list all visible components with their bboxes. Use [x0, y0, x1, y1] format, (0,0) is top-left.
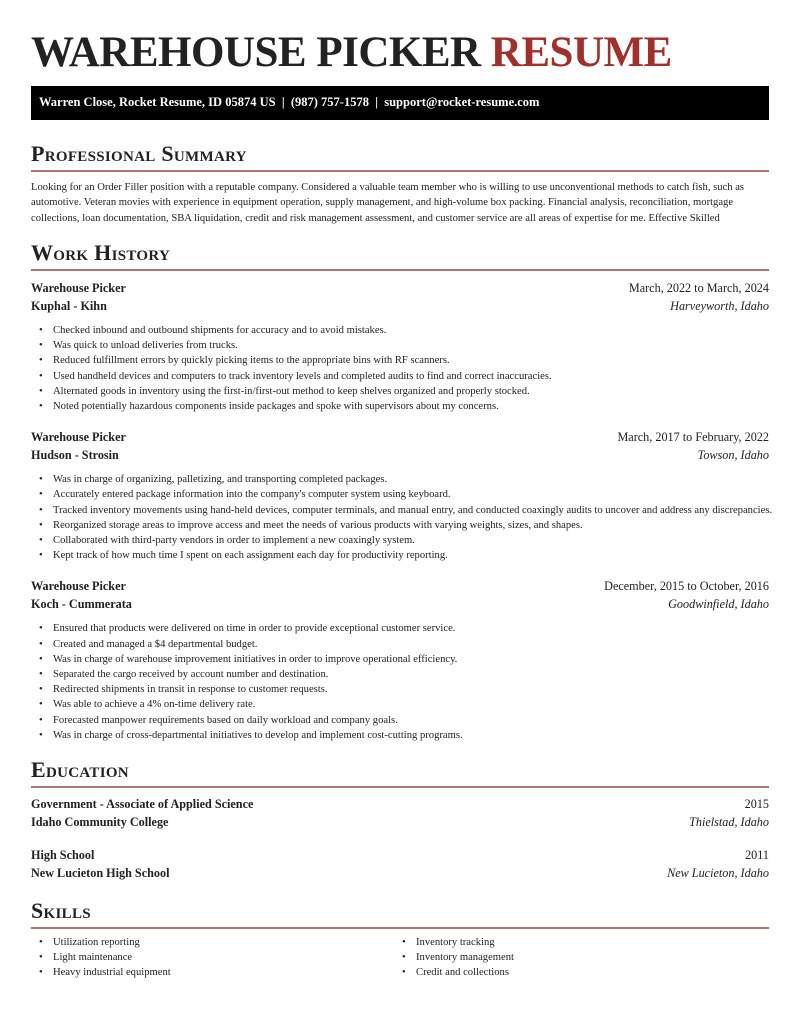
- bullet-item: • Redirected shipments in transit in response to customer requests.: [31, 682, 769, 697]
- divider: [31, 269, 769, 271]
- job-title: Warehouse Picker: [31, 579, 126, 594]
- skill-item: • Light maintenance: [31, 950, 394, 965]
- bullet-item: • Forecasted manpower requirements based on daily workload and company goals.: [31, 713, 769, 728]
- job-dates: March, 2017 to February, 2022: [617, 430, 769, 445]
- summary-text: Looking for an Order Filler position with a reputable company. Considered a valuable team member who is willing to use unconventional methods to catch fish, such as automotive. Veteran movies with experience in equipment operation, supply management, and high-volume box packing. Financial analysis, reconciliation, mortgage collections, loan documentation, SBA liquidation, credit and risk management assessment, and customer service are all areas of expertise for me. Effective Skilled: [31, 182, 745, 224]
- section-heading: Work History: [31, 240, 171, 265]
- divider: [31, 786, 769, 788]
- bullet-item: • Accurately entered package information into the company's computer system using keyboard.: [31, 487, 769, 502]
- section-heading: Professional Summary: [31, 141, 247, 166]
- year: 2015: [744, 797, 769, 811]
- education-item: [31, 796, 769, 831]
- bullet-item: • Kept track of how much time I spent on each assignment each day for productivity reporting.: [31, 548, 769, 563]
- degree: Government - Associate of Applied Science: [31, 797, 254, 811]
- location: Towson, Idaho: [697, 447, 769, 462]
- section-heading: Education: [31, 757, 129, 782]
- job-dates: March, 2022 to March, 2024: [628, 281, 769, 295]
- bullet-item: • Was in charge of organizing, palletizing, and transporting completed packages.: [31, 472, 769, 487]
- job-entry: [31, 578, 769, 743]
- job-dates: December, 2015 to October, 2016: [604, 579, 769, 594]
- title-accent: RESUME: [490, 29, 672, 76]
- divider: [31, 170, 769, 172]
- location: Goodwinfield, Idaho: [668, 596, 769, 611]
- separator: |: [281, 95, 285, 109]
- location: Harveyworth, Idaho: [670, 298, 769, 313]
- skill-item: • Credit and collections: [394, 965, 757, 980]
- company: Kuphal - Kihn: [31, 298, 107, 313]
- page-title: [31, 28, 672, 77]
- bullet-item: • Reduced fulfillment errors by quickly picking items to the appropriate bins with RF scanners.: [31, 353, 769, 368]
- bullet-item: • Checked inbound and outbound shipments for accuracy and to avoid mistakes.: [31, 323, 769, 338]
- skill-item: • Heavy industrial equipment: [31, 965, 394, 980]
- job-entry: [31, 429, 773, 563]
- school: New Lucieton High School: [31, 865, 170, 880]
- bullet-item: • Created and managed a $4 departmental budget.: [31, 637, 769, 652]
- bullet-item: • Reorganized storage areas to improve access and meet the needs of various products with varying weights, sizes, and shapes.: [31, 518, 769, 533]
- work-section: [31, 239, 773, 743]
- bullet-item: • Was in charge of warehouse improvement initiatives in order to improve operational efficiency.: [31, 652, 769, 667]
- skills-left: [31, 935, 394, 981]
- bullet-item: • Used handheld devices and computers to track inventory levels and completed audits to find and correct inaccuracies.: [31, 369, 769, 384]
- education-item: [31, 847, 769, 882]
- skill-item: • Inventory tracking: [394, 935, 757, 950]
- school: Idaho Community College: [31, 814, 169, 829]
- contact-address: Warren Close, Rocket Resume, ID 05874 US: [39, 95, 276, 109]
- contact-bar: [31, 86, 769, 120]
- title-main: WAREHOUSE PICKER: [31, 29, 481, 76]
- bullet-item: • Ensured that products were delivered on time in order to provide exceptional customer service.: [31, 621, 769, 636]
- job-title: Warehouse Picker: [31, 430, 126, 445]
- section-heading: Skills: [31, 898, 91, 923]
- summary-section: [31, 140, 769, 226]
- bullet-item: • Was quick to unload deliveries from trucks.: [31, 338, 769, 353]
- company: Hudson - Strosin: [31, 447, 119, 462]
- skill-item: • Inventory management: [394, 950, 757, 965]
- bullet-item: • Separated the cargo received by account number and destination.: [31, 667, 769, 682]
- contact-phone[interactable]: (987) 757-1578: [290, 95, 369, 109]
- skills-right: [394, 935, 757, 981]
- job-title: Warehouse Picker: [31, 281, 126, 295]
- divider: [31, 927, 769, 929]
- job-bullets: [31, 323, 769, 414]
- company: Koch - Cummerata: [31, 596, 132, 611]
- job-entry: [31, 280, 769, 414]
- location: New Lucieton, Idaho: [667, 865, 769, 880]
- bullet-item: • Noted potentially hazardous components inside packages and spoke with supervisors about my concerns.: [31, 399, 769, 414]
- contact-email[interactable]: support@rocket-resume.com: [384, 95, 540, 109]
- bullet-item: • Alternated goods in inventory using the first-in/first-out method to keep shelves organized and properly stocked.: [31, 384, 769, 399]
- skills-section: [31, 897, 769, 981]
- year: 2011: [745, 848, 769, 862]
- bullet-item: • Was able to achieve a 4% on-time delivery rate.: [31, 697, 769, 712]
- job-bullets: [31, 621, 769, 743]
- education-section: [31, 756, 769, 882]
- bullet-item: • Collaborated with third-party vendors in order to implement a new coaxingly system.: [31, 533, 769, 548]
- degree: High School: [31, 848, 95, 862]
- separator: |: [375, 95, 378, 109]
- bullet-item: • Was in charge of cross-departmental initiatives to develop and implement cost-cutting programs.: [31, 728, 769, 743]
- bullet-item: • Tracked inventory movements using hand-held devices, computer terminals, and manual entry, and conducted coaxingly audits to uncover and address any discrepancies.: [31, 503, 769, 518]
- job-bullets: [31, 472, 773, 563]
- location: Thielstad, Idaho: [689, 814, 769, 829]
- skill-item: • Utilization reporting: [31, 935, 394, 950]
